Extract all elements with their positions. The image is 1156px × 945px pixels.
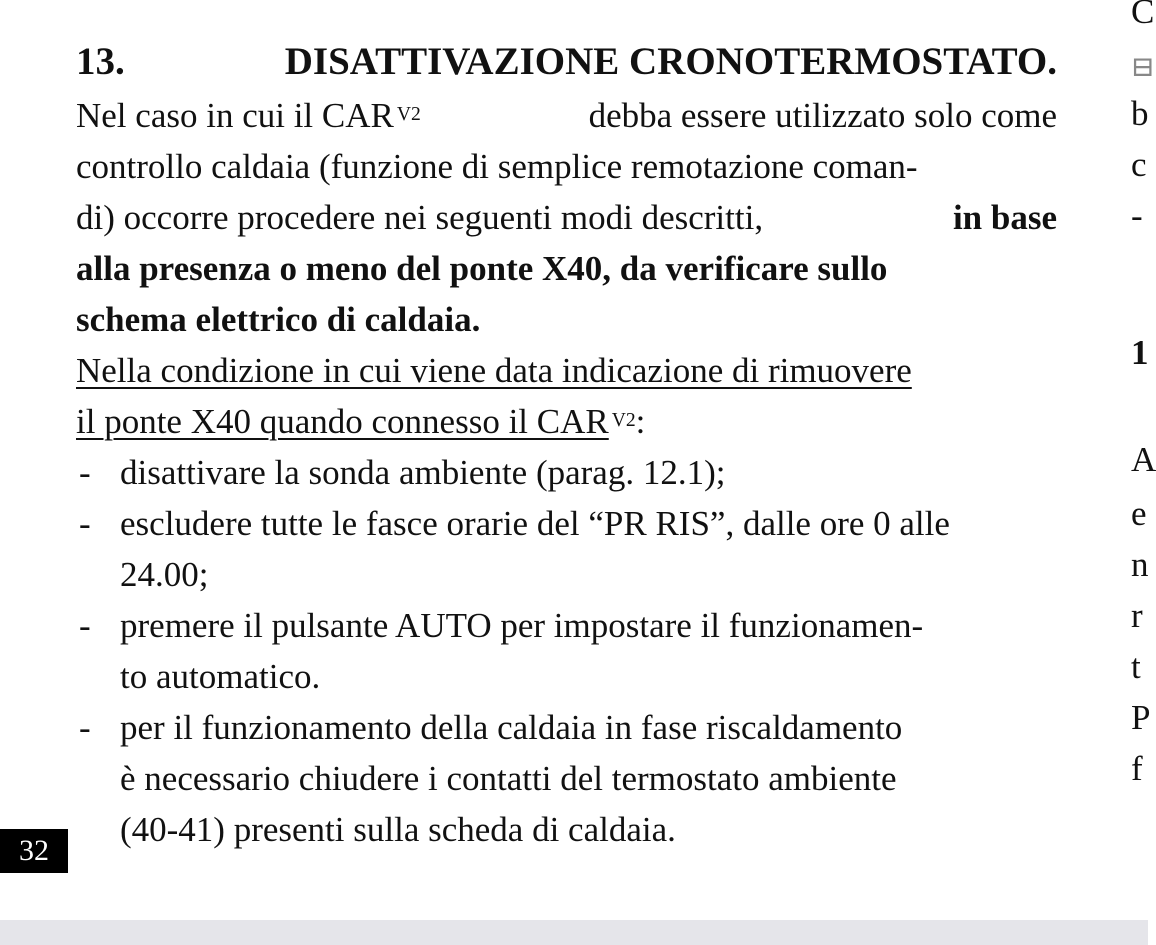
bold-text: schema elettrico di caldaia. — [76, 300, 481, 339]
list-item-continuation: 24.00; — [120, 555, 209, 594]
list-item-continuation: to automatico. — [120, 657, 321, 696]
list-item-continuation: è necessario chiudere i contatti del termostato ambiente — [120, 759, 897, 798]
list-item-continuation: (40-41) presenti sulla scheda di caldaia. — [120, 810, 676, 849]
text-line — [76, 294, 1057, 345]
text-line — [76, 243, 1057, 294]
superscript-v2: V2 — [611, 410, 636, 432]
text-segment: Nel caso in cui il CAR $^{V2}$ — [76, 96, 421, 135]
list-item: - escludere tutte le fasce orarie del “PR RIS”, dalle ore 0 alle — [76, 498, 1057, 549]
text-column — [76, 34, 1057, 855]
section-heading — [76, 34, 1057, 90]
text-segment: debba essere utilizzato solo come — [588, 96, 1057, 135]
edge-char: b — [1131, 94, 1149, 133]
text-line: controllo caldaia (funzione di semplice remotazione coman- — [76, 147, 918, 186]
edge-char: c — [1131, 145, 1147, 184]
condition-paragraph — [76, 345, 1057, 447]
edge-icon: ⊟ — [1131, 52, 1155, 83]
edge-char: P — [1131, 698, 1151, 737]
bold-text: alla presenza o meno del ponte X40, da verificare sullo — [76, 249, 888, 288]
edge-char: - — [1131, 196, 1143, 235]
section-number: 13. — [76, 40, 125, 83]
edge-char: e — [1131, 494, 1147, 533]
bullet-dash: - — [79, 708, 91, 747]
section-title: DISATTIVAZIONE CRONOTERMOSTATO. — [284, 40, 1057, 83]
text-segment: di) occorre procedere nei seguenti modi descritti, — [76, 198, 764, 237]
list-item: - per il funzionamento della caldaia in fase riscaldamento — [76, 702, 1057, 753]
bullet-dash: - — [79, 606, 91, 645]
text-line: il ponte X40 quando connesso il CAR $^{V2}$: — [76, 402, 646, 441]
underlined-text: il ponte X40 quando connesso il CAR — [76, 402, 609, 441]
bullet-dash: - — [79, 453, 91, 492]
intro-paragraph — [76, 90, 1057, 345]
list-item: - premere il pulsante AUTO per impostare il funzionamen- — [76, 600, 1057, 651]
list-item: - disattivare la sonda ambiente (parag. 12.1); — [76, 447, 1057, 498]
edge-char: r — [1131, 596, 1143, 635]
bullet-dash: - — [79, 504, 91, 543]
underlined-text: Nella condizione in cui viene data indicazione di rimuovere — [76, 351, 912, 390]
text-line — [76, 90, 1057, 141]
text-line — [76, 192, 1057, 243]
next-page-edge — [1131, 0, 1156, 920]
viewer-bottom-bar — [0, 920, 1148, 945]
edge-char: A — [1131, 440, 1156, 479]
bold-text: in base — [952, 198, 1057, 237]
bullet-list — [76, 447, 1057, 855]
edge-char: f — [1131, 749, 1143, 788]
edge-char: C — [1131, 0, 1155, 31]
superscript-v2: V2 — [396, 104, 421, 126]
edge-char: t — [1131, 647, 1141, 686]
page-number-badge: 32 — [0, 829, 68, 873]
edge-char: n — [1131, 545, 1149, 584]
text-line — [76, 345, 1057, 396]
edge-char: 1 — [1131, 333, 1149, 372]
